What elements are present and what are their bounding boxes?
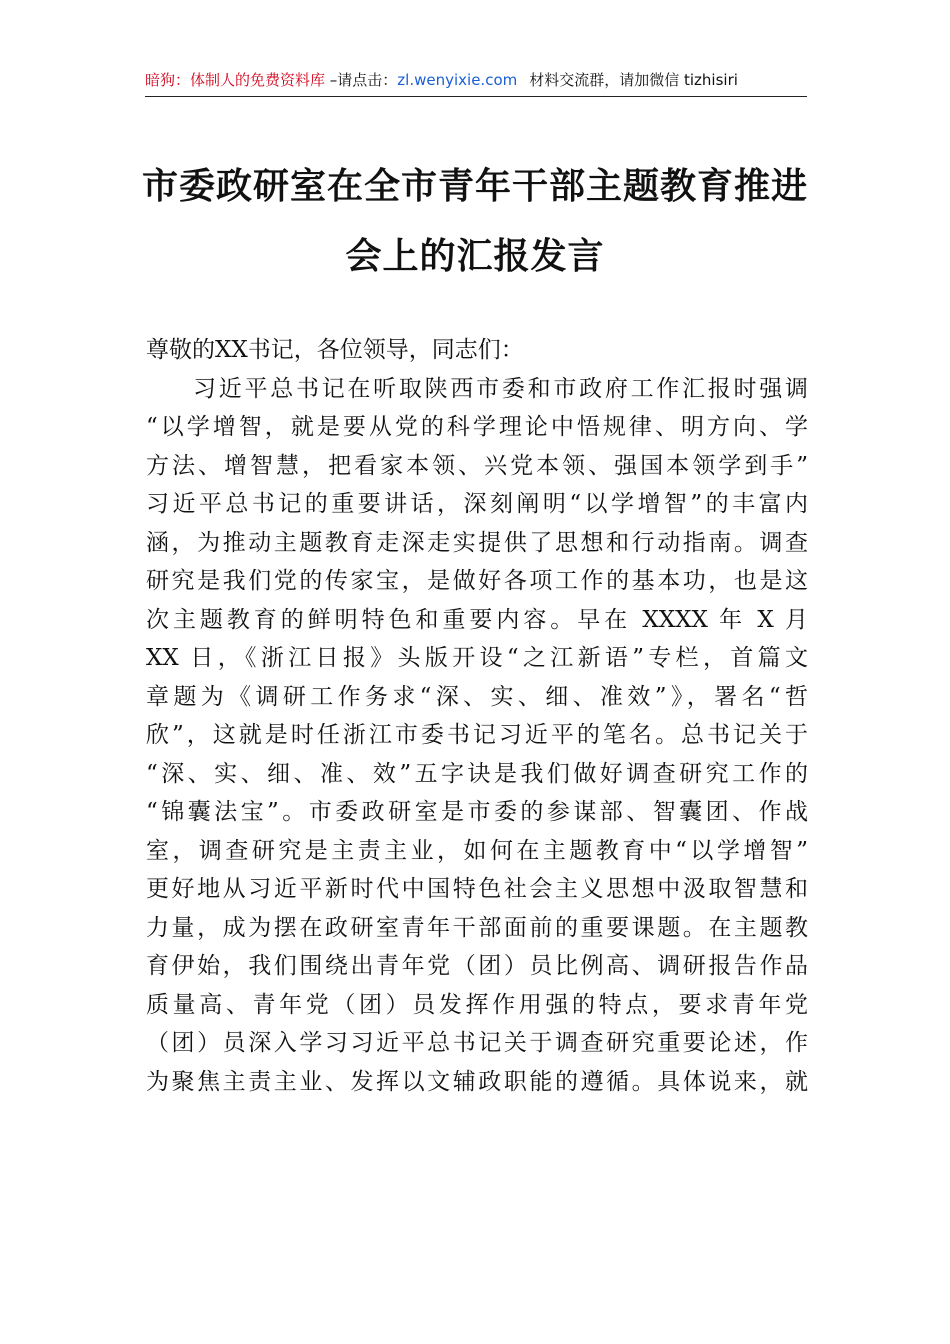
body-line: 室，调查研究是主责主业，如何在主题教育中“以学增智”: [146, 837, 808, 864]
header-promo-text: 暗狗：体制人的免费资料库: [145, 71, 326, 89]
document-header-banner: [145, 70, 807, 97]
body-line: 为聚焦主责主业、发挥以文辅政职能的遵循。具体说来，就: [146, 1068, 808, 1095]
body-line: 力量，成为摆在政研室青年干部面前的重要课题。在主题教: [146, 914, 808, 941]
body-line: 习近平总书记的重要讲话，深刻阐明“以学增智”的丰富内: [146, 491, 808, 517]
document-title-line-2: 会上的汇报发言: [345, 235, 605, 277]
document-title-line-1: 市委政研室在全市青年干部主题教育推进: [141, 165, 808, 207]
header-contact-text: 材料交流群，请加微信 tizhisiri: [529, 71, 738, 89]
body-line: 更好地从习近平新时代中国特色社会主义思想中汲取智慧和: [146, 876, 808, 902]
document-body: [146, 331, 808, 1101]
body-line: 育伊始，我们围绕出青年党（团）员比例高、调研报告作品: [146, 953, 808, 979]
body-line: XX 日，《浙江日报》头版开设“之江新语”专栏，首篇文: [146, 645, 808, 671]
header-website-link[interactable]: zl.wenyixie.com: [397, 71, 518, 89]
body-line: “以学增智，就是要从党的科学理论中悟规律、明方向、学: [146, 414, 808, 440]
body-line: “锦囊法宝”。市委政研室是市委的参谋部、智囊团、作战: [146, 799, 808, 825]
body-line: 质量高、青年党（团）员发挥作用强的特点，要求青年党: [146, 991, 808, 1018]
salutation-line: 尊敬的XX书记，各位领导，同志们：: [146, 337, 524, 363]
body-line: 习近平总书记在听取陕西市委和市政府工作汇报时强调: [193, 375, 808, 402]
header-separator-text: –请点击：: [325, 71, 398, 89]
body-line: 欣”，这就是时任浙江市委书记习近平的笔名。总书记关于: [146, 722, 808, 748]
body-line: 方法、增智慧，把看家本领、兴党本领、强国本领学到手”: [146, 452, 808, 479]
body-line: 章题为《调研工作务求“深、实、细、准效”》，署名“哲: [146, 683, 808, 710]
body-line: 涵，为推动主题教育走深走实提供了思想和行动指南。调查: [146, 529, 808, 556]
body-line: 研究是我们党的传家宝，是做好各项工作的基本功，也是这: [146, 568, 808, 594]
body-line: （团）员深入学习习近平总书记关于调查研究重要论述，作: [146, 1030, 808, 1056]
body-line: “深、实、细、准、效”五字诀是我们做好调查研究工作的: [146, 760, 808, 787]
body-line: 次主题教育的鲜明特色和重要内容。早在 XXXX 年 X 月: [146, 606, 808, 633]
